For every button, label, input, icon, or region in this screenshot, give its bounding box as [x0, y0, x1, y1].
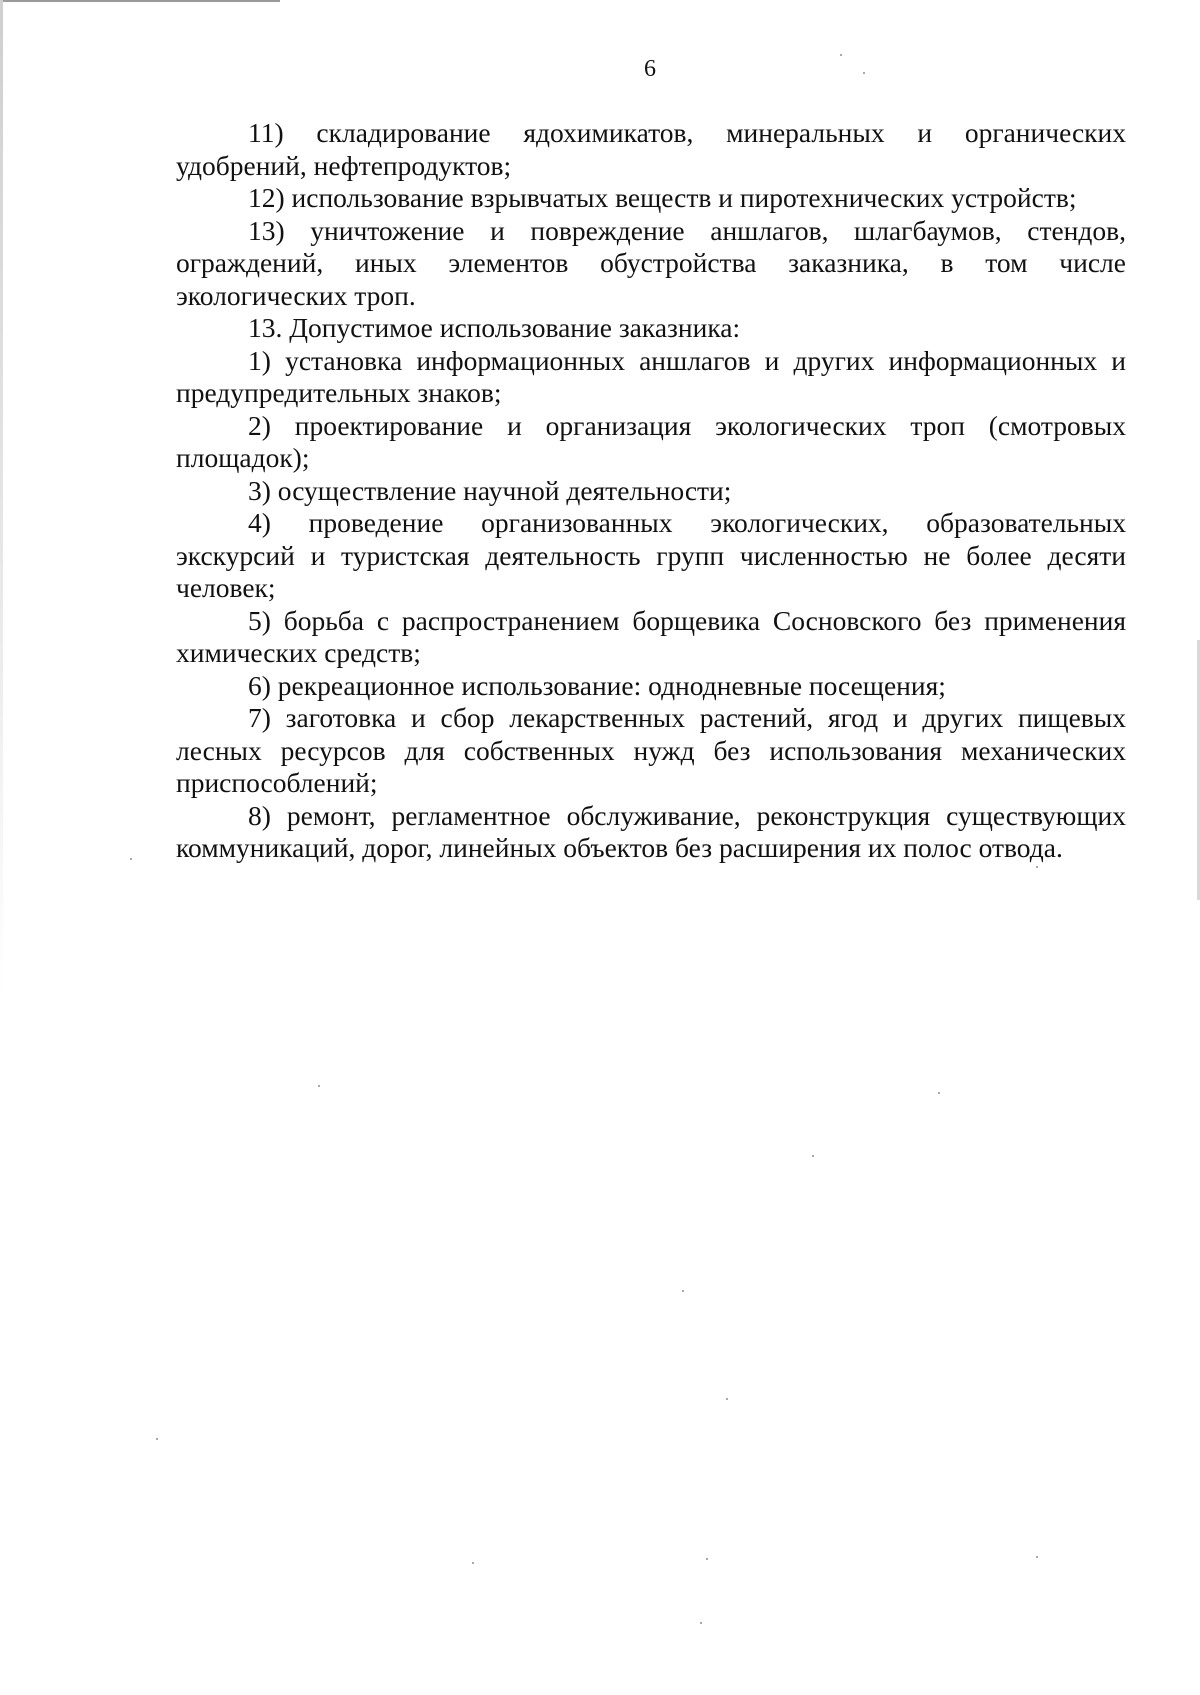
- scan-speck: [1036, 866, 1038, 868]
- page-number: 6: [644, 56, 656, 82]
- paragraph-allowed-5: 5) борьба с распространением борщевика Сосновского без применения химических средств;: [176, 604, 1126, 668]
- paragraph-item-11: 11) складирование ядохимикатов, минеральных и органических удобрений, нефтепродуктов;: [176, 117, 1126, 181]
- scan-speck: [840, 54, 842, 56]
- scan-speck: [1036, 1556, 1038, 1558]
- paragraph-allowed-3: 3) осуществление научной деятельности;: [248, 474, 732, 506]
- scan-speck: [472, 1562, 474, 1564]
- scan-edge-left: [0, 0, 3, 1000]
- scan-speck: [130, 858, 132, 860]
- scan-speck: [726, 1398, 728, 1400]
- scan-speck: [706, 1558, 708, 1560]
- scan-speck: [812, 1155, 814, 1157]
- paragraph-item-13: 13) уничтожение и повреждение аншлагов, шлагбаумов, стендов, ограждений, иных элементов обустройства заказника, в том числе экологических троп.: [176, 214, 1126, 311]
- paragraph-allowed-8: 8) ремонт, регламентное обслуживание, реконструкция существующих коммуникаций, дорог, линейных объектов без расширения их полос отвода.: [176, 799, 1126, 863]
- scan-speck: [938, 1092, 940, 1094]
- scan-speck: [863, 72, 865, 74]
- paragraph-allowed-4: 4) проведение организованных экологических, образовательных экскурсий и туристская деятельность групп численностью не более десяти человек;: [176, 507, 1126, 603]
- paragraph-allowed-7: 7) заготовка и сбор лекарственных растений, ягод и других пищевых лесных ресурсов для собственных нужд без использования механических приспособлений;: [176, 702, 1126, 798]
- paragraph-allowed-2: 2) проектирование и организация экологических троп (смотровых площадок);: [176, 409, 1126, 473]
- scan-speck: [682, 1290, 684, 1292]
- scan-speck: [318, 1085, 320, 1087]
- section-heading-13: 13. Допустимое использование заказника:: [248, 312, 741, 343]
- document-body: [176, 117, 1126, 865]
- paragraph-allowed-6: 6) рекреационное использование: однодневные посещения;: [248, 669, 946, 701]
- scan-speck: [156, 1438, 158, 1440]
- paragraph-item-12: 12) использование взрывчатых веществ и пиротехнических устройств;: [248, 182, 1077, 213]
- scan-edge-top: [0, 0, 280, 2]
- paragraph-allowed-1: 1) установка информационных аншлагов и других информационных и предупредительных знаков;: [176, 344, 1126, 408]
- scan-speck: [700, 1622, 702, 1624]
